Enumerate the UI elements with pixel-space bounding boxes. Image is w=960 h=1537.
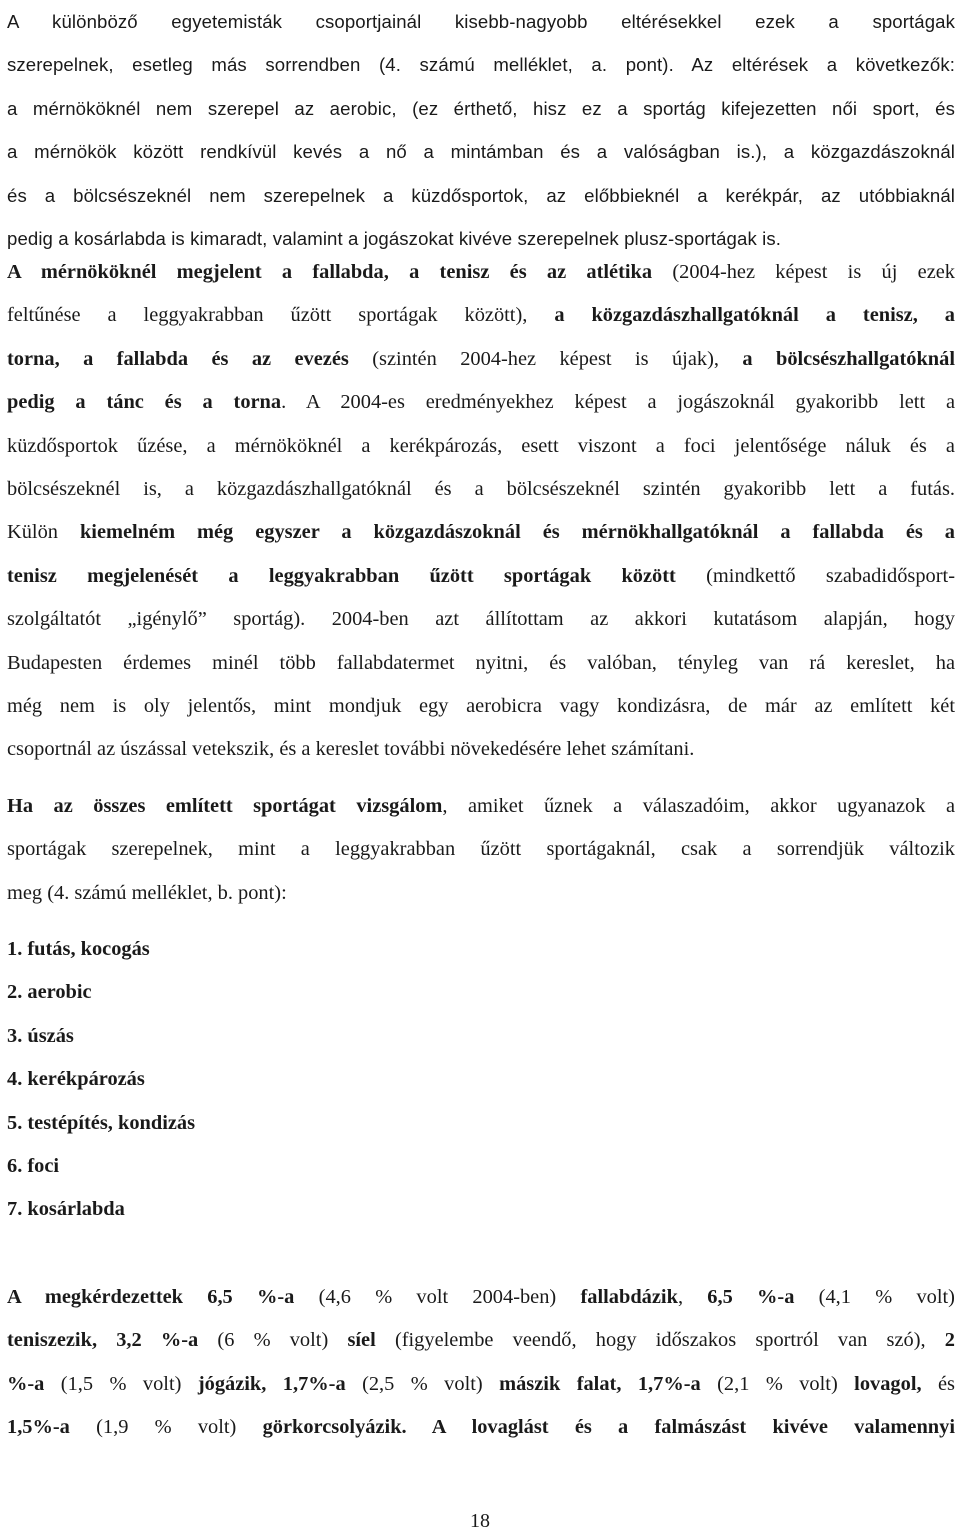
text-line xyxy=(7,43,955,86)
list-item: 7. kosárlabda xyxy=(7,1198,125,1221)
text-line xyxy=(7,338,955,381)
bold-span: 1,5%-a xyxy=(7,1416,70,1439)
bold-span: a közgazdászhallgatóknál a tenisz, a xyxy=(554,304,955,327)
bold-span: lovagol, xyxy=(854,1372,922,1395)
text-span: (1,9 % volt) xyxy=(69,1416,263,1439)
text-span: (2004-hez képest is új ezek xyxy=(652,261,955,283)
text-line xyxy=(7,1363,955,1406)
list-item: 3. úszás xyxy=(7,1024,74,1047)
text-span: (4,6 % volt 2004-ben) xyxy=(294,1286,581,1308)
text-span: és xyxy=(921,1372,955,1395)
text-line: küzdősportok űzése, a mérnököknél a kerékpározás, esett viszont a foci jelentősége náluk és a xyxy=(7,434,955,457)
text-line: szolgáltatót „igénylő” sportág). 2004-ben azt állítottam az akkori kutatásom alapján, hogy xyxy=(7,608,955,631)
text-line: a mérnököknél nem szerepel az aerobic, (ez érthető, hisz ez a sportág kifejezetten női sport, és xyxy=(7,97,955,119)
text-line xyxy=(7,1406,955,1449)
text-span: feltűnése a leggyakrabban űzött sportágak között), xyxy=(7,304,555,327)
bold-span: 6,5 %-a xyxy=(707,1286,795,1308)
text-span: a mérnökök között rendkívül kevés a nő a mintámban és a valóságban is. xyxy=(7,141,756,163)
text-span: (2,1 % volt) xyxy=(700,1372,855,1395)
bold-span: A megkérdezettek 6,5 %-a xyxy=(7,1286,295,1308)
text-span: . A 2004-es eredményekhez képest a jogászoknál gyakoribb lett a xyxy=(281,391,956,414)
list-item: 6. foci xyxy=(7,1155,60,1178)
bold-span: jógázik, 1,7%-a xyxy=(197,1372,346,1395)
text-span: , amiket űznek a válaszadóim, akkor ugyanazok a xyxy=(442,795,955,817)
text-line: pedig a kosárlabda is kimaradt, valamint a jogászokat kivéve szerepelnek plusz-sportágak is. xyxy=(7,227,781,249)
text-line: sportágak szerepelnek, mint a leggyakrabban űzött sportágaknál, csak a sorrendjük változik xyxy=(7,838,955,861)
sport-ranking-list xyxy=(7,928,195,1232)
text-span: (4,1 % volt) xyxy=(794,1286,955,1308)
bold-span: mászik falat, 1,7%-a xyxy=(499,1372,701,1395)
text-span: (szintén 2004-hez képest is újak), xyxy=(348,347,743,370)
bold-span: teniszezik, 3,2 %-a xyxy=(7,1329,199,1352)
text-line xyxy=(7,130,955,173)
bold-span: pedig a tánc és a torna xyxy=(7,391,282,414)
bold-span: fallabdázik xyxy=(580,1286,678,1308)
text-span: (6 % volt) xyxy=(198,1329,348,1352)
text-line: még nem is oly jelentős, mint mondjuk egy aerobicra vagy kondizásra, de már az említett két xyxy=(7,694,955,717)
bold-span: síel xyxy=(347,1329,376,1352)
text-line xyxy=(7,251,955,294)
list-item: 2. aerobic xyxy=(7,981,92,1004)
text-span: , xyxy=(677,1286,708,1308)
text-line: A különböző egyetemisták csoportjainál kisebb-nagyobb eltérésekkel ezek a sportágak xyxy=(7,11,955,32)
bold-span: kiemelném még egyszer a közgazdászoknál és mérnökhallgatóknál a fallabda és a xyxy=(79,521,955,544)
text-span: ), a közgazdászoknál xyxy=(755,141,956,163)
text-line: meg (4. számú melléklet, b. pont): xyxy=(7,881,287,904)
bold-span: a bölcsészhallgatóknál xyxy=(742,347,955,370)
text-span: (1,5 % volt) xyxy=(44,1372,198,1395)
list-item: 4. kerékpározás xyxy=(7,1068,145,1091)
text-line xyxy=(7,294,955,337)
text-line xyxy=(7,555,955,598)
text-span: (figyelembe veendő, hogy időszakos sportról van szó), xyxy=(375,1329,945,1352)
bold-span: tenisz megjelenését a leggyakrabban űzött sportágak között xyxy=(7,564,676,587)
text-span: Az eltérések a következők: xyxy=(673,54,955,76)
text-line: Budapesten érdemes minél több fallabdatermet nyitni, és valóban, tényleg van rá kereslet, ha xyxy=(7,651,955,674)
text-span: Külön xyxy=(7,521,80,544)
list-item: 1. futás, kocogás xyxy=(7,938,150,960)
text-line: bölcsészeknél is, a közgazdászhallgatóknál és a bölcsészeknél szintén gyakoribb lett a futás. xyxy=(7,477,955,500)
bold-span: torna, a fallabda és az evezés xyxy=(7,347,349,370)
text-line xyxy=(7,511,955,554)
text-span: (mindkettő szabadidősport- xyxy=(675,564,955,587)
bold-span: 2 xyxy=(944,1329,955,1352)
text-span: (2,5 % volt) xyxy=(345,1372,500,1395)
paragraph-2 xyxy=(7,251,955,772)
bold-span: Ha az összes említett sportágat vizsgálom xyxy=(7,795,443,817)
text-line xyxy=(7,785,955,828)
paragraph-1 xyxy=(7,0,955,260)
list-item: 5. testépítés, kondizás xyxy=(7,1111,196,1134)
bold-span: A mérnököknél megjelent a fallabda, a tenisz és az atlétika xyxy=(7,261,653,283)
paragraph-4 xyxy=(7,1276,955,1450)
bold-span: %-a xyxy=(7,1372,45,1395)
paragraph-3 xyxy=(7,785,955,915)
text-line xyxy=(7,1276,955,1319)
page-number: 18 xyxy=(470,1510,490,1532)
text-line: és a bölcsészeknél nem szerepelnek a küzdősportok, az előbbieknél a kerékpár, az utóbbiaknál xyxy=(7,184,955,206)
text-line xyxy=(7,1319,955,1362)
text-span: szerepelnek, esetleg más sorrendben (4. számú melléklet, a. pont). xyxy=(7,54,674,76)
bold-span: görkorcsolyázik. A lovaglást és a falmászást kivéve valamennyi xyxy=(262,1416,955,1439)
text-line xyxy=(7,381,955,424)
text-line: csoportnál az úszással vetekszik, és a kereslet további növekedésére lehet számítani. xyxy=(7,738,695,761)
